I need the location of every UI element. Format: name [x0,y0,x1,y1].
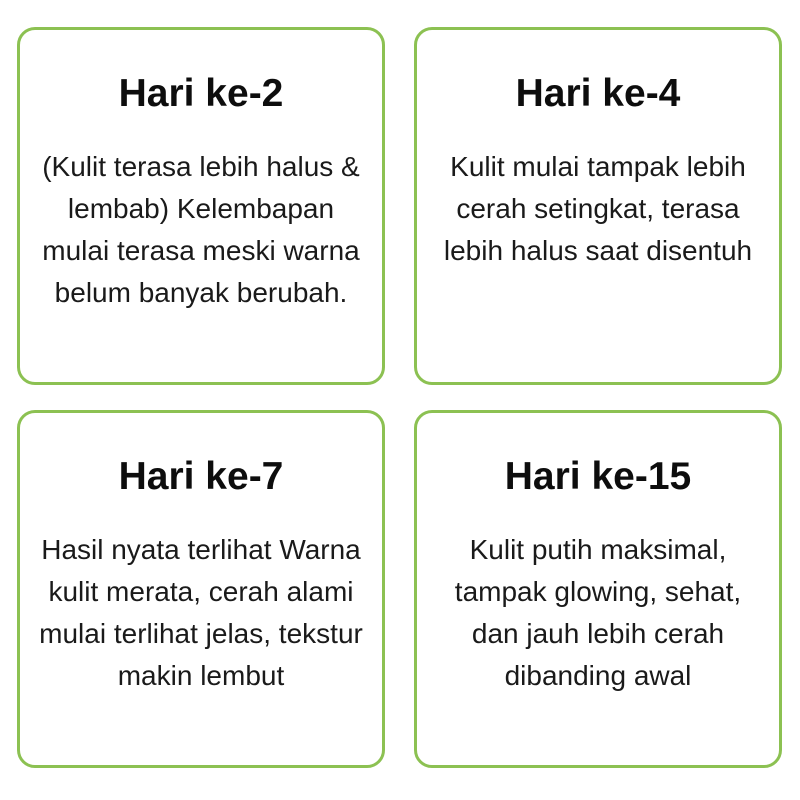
card-title: Hari ke-4 [515,72,681,115]
card-title: Hari ke-7 [118,455,284,498]
day-7-card [17,410,385,768]
day-4-card [414,27,782,385]
card-title: Hari ke-2 [118,72,284,115]
card-description: (Kulit terasa lebih halus & lembab) Kelembapan mulai terasa meski warna belum banyak berubah. [42,151,360,308]
day-2-card [17,27,385,385]
card-description: Kulit mulai tampak lebih cerah setingkat, terasa lebih halus saat disentuh [443,151,753,266]
card-description: Kulit putih maksimal, tampak glowing, sehat, dan jauh lebih cerah dibanding awal [454,534,742,691]
day-15-card [414,410,782,768]
card-title: Hari ke-15 [504,455,692,498]
card-description: Hasil nyata terlihat Warna kulit merata, cerah alami mulai terlihat jelas, tekstur makin lembut [39,534,363,691]
